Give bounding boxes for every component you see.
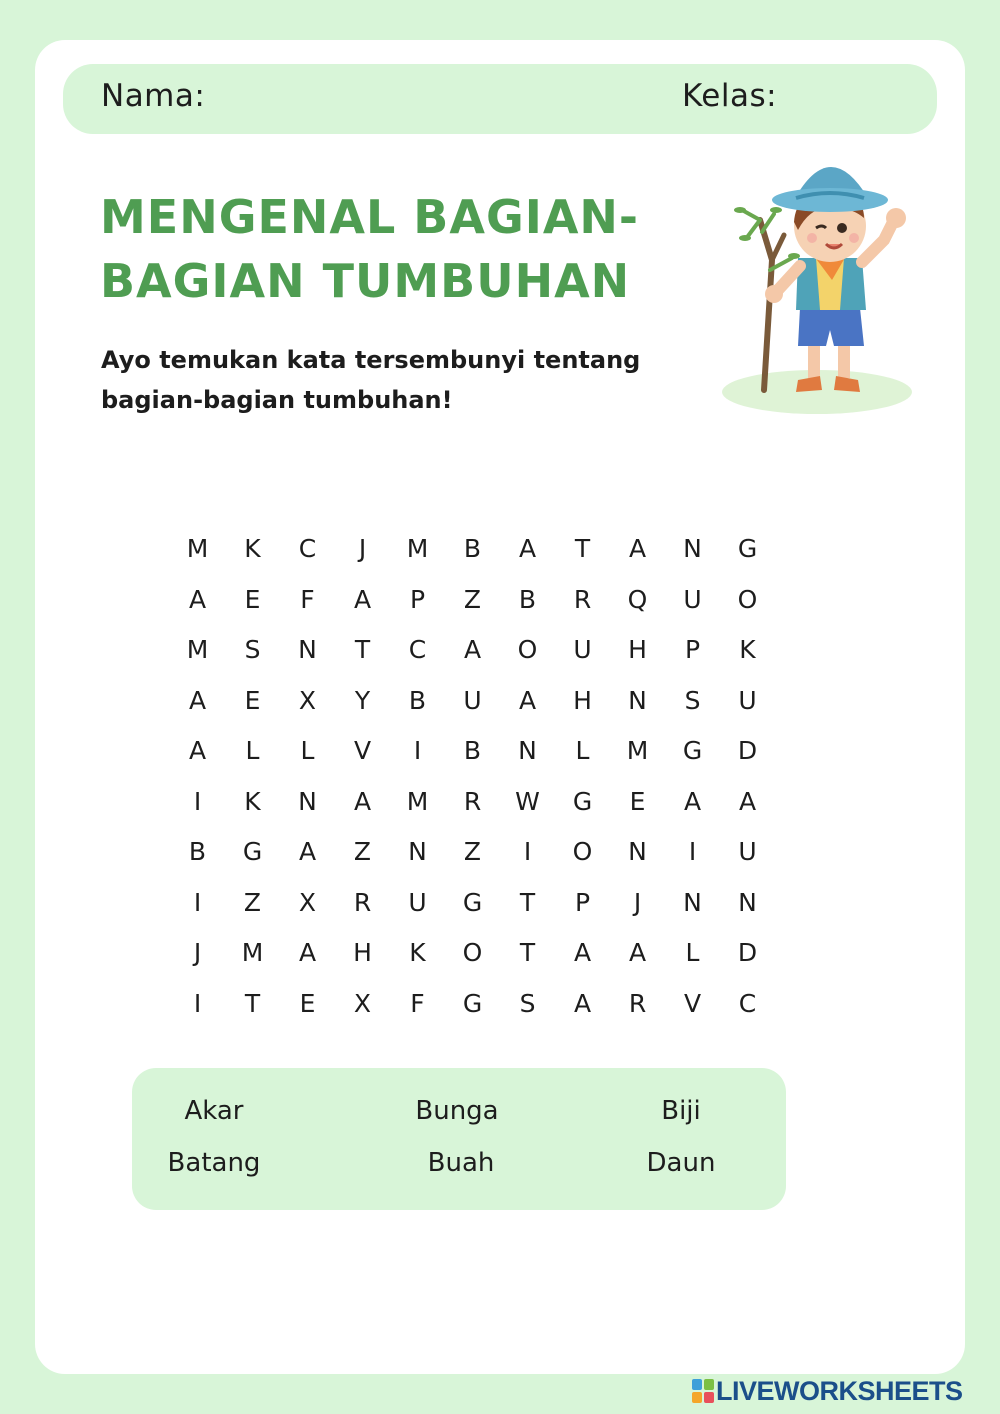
grid-letter[interactable]: A [298, 938, 317, 967]
grid-letter[interactable]: I [193, 887, 202, 917]
boy-explorer-illustration [712, 140, 927, 425]
grid-letter[interactable]: J [633, 887, 642, 917]
grid-letter[interactable]: T [354, 635, 371, 664]
grid-letter[interactable]: G [737, 534, 758, 563]
grid-letter[interactable]: B [463, 736, 482, 765]
grid-letter[interactable]: Y [354, 685, 371, 715]
grid-letter[interactable]: U [738, 837, 757, 866]
grid-letter[interactable]: V [353, 736, 372, 765]
grid-letter[interactable]: A [628, 938, 647, 967]
grid-letter[interactable]: N [518, 736, 537, 765]
grid-letter[interactable]: C [408, 635, 427, 664]
grid-letter[interactable]: I [688, 837, 697, 866]
grid-letter[interactable]: Q [627, 584, 648, 614]
instruction-line-1: Ayo temukan kata tersembunyi tentang [101, 346, 641, 374]
grid-letter[interactable]: O [737, 584, 758, 614]
grid-letter[interactable]: N [628, 837, 647, 866]
grid-letter[interactable]: B [408, 685, 427, 715]
grid-letter[interactable]: D [737, 736, 758, 765]
word-item: Bunga [415, 1096, 499, 1126]
word-list-box [132, 1068, 786, 1210]
grid-letter[interactable]: M [626, 736, 649, 765]
grid-letter[interactable]: N [628, 685, 647, 715]
grid-letter[interactable]: A [518, 534, 537, 563]
grid-letter[interactable]: A [683, 786, 702, 816]
grid-letter[interactable]: A [188, 736, 207, 765]
grid-letter[interactable]: I [193, 988, 202, 1018]
grid-letter[interactable]: T [244, 988, 261, 1018]
grid-letter[interactable]: R [353, 887, 372, 917]
grid-letter[interactable]: R [463, 786, 482, 816]
grid-letter[interactable]: U [573, 635, 592, 664]
grid-letter[interactable]: B [463, 534, 482, 563]
grid-letter[interactable]: X [298, 887, 317, 917]
grid-letter[interactable]: G [462, 887, 483, 917]
grid-letter[interactable]: P [409, 584, 426, 614]
liveworksheets-watermark [692, 1376, 992, 1406]
grid-letter[interactable]: C [298, 534, 317, 563]
grid-letter[interactable]: A [188, 584, 207, 614]
grid-letter[interactable]: A [353, 584, 372, 614]
grid-letter[interactable]: A [353, 786, 372, 816]
grid-letter[interactable]: T [519, 938, 536, 967]
grid-letter[interactable]: G [242, 837, 263, 866]
instruction-line-2: bagian-bagian tumbuhan! [101, 386, 453, 414]
grid-letter[interactable]: M [406, 534, 429, 563]
grid-letter[interactable]: N [408, 837, 427, 866]
title-line-2: BAGIAN TUMBUHAN [100, 254, 631, 308]
grid-letter[interactable]: T [574, 534, 591, 563]
grid-letter[interactable]: Z [243, 887, 262, 917]
grid-letter[interactable]: S [519, 988, 536, 1018]
word-item: Batang [167, 1148, 261, 1178]
grid-letter[interactable]: B [518, 584, 537, 614]
grid-letter[interactable]: M [241, 938, 264, 967]
grid-letter[interactable]: A [738, 786, 757, 816]
grid-letter[interactable]: A [628, 534, 647, 563]
grid-letter[interactable]: U [738, 685, 757, 715]
grid-letter[interactable]: X [298, 685, 317, 715]
grid-letter[interactable]: H [573, 685, 592, 715]
grid-letter[interactable]: E [244, 584, 261, 614]
grid-letter[interactable]: G [682, 736, 703, 765]
grid-letter[interactable]: A [518, 685, 537, 715]
grid-letter[interactable]: E [629, 786, 646, 816]
grid-letter[interactable]: G [462, 988, 483, 1018]
grid-letter[interactable]: F [410, 988, 425, 1018]
grid-letter[interactable]: O [462, 938, 483, 967]
grid-letter[interactable]: E [244, 685, 261, 715]
grid-letter[interactable]: M [406, 786, 429, 816]
word-item: Daun [646, 1148, 716, 1178]
liveworksheets-logo-icon [692, 1379, 714, 1403]
page-title [100, 185, 700, 313]
grid-letter[interactable]: A [298, 837, 317, 866]
grid-letter[interactable]: K [244, 534, 261, 563]
grid-letter[interactable]: N [298, 786, 317, 816]
grid-letter[interactable]: L [245, 736, 260, 765]
class-label: Kelas: [682, 78, 778, 114]
grid-letter[interactable]: A [573, 988, 592, 1018]
grid-letter[interactable]: P [574, 887, 591, 917]
grid-letter[interactable]: I [523, 837, 532, 866]
grid-letter[interactable]: J [193, 938, 202, 967]
grid-letter[interactable]: M [186, 534, 209, 563]
grid-letter[interactable]: H [628, 635, 647, 664]
title-line-1: MENGENAL BAGIAN- [100, 190, 640, 244]
instruction-text [101, 340, 701, 420]
grid-letter[interactable]: A [188, 685, 207, 715]
grid-letter[interactable]: T [519, 887, 536, 917]
grid-letter[interactable]: F [300, 584, 315, 614]
word-item: Biji [661, 1096, 701, 1126]
grid-letter[interactable]: P [684, 635, 701, 664]
grid-letter[interactable]: A [573, 938, 592, 967]
grid-letter[interactable]: E [299, 988, 316, 1018]
grid-letter[interactable]: A [463, 635, 482, 664]
grid-letter[interactable]: U [408, 887, 427, 917]
grid-letter[interactable]: N [683, 887, 702, 917]
grid-letter[interactable]: K [244, 786, 261, 816]
grid-letter[interactable]: M [186, 635, 209, 664]
grid-letter[interactable]: L [575, 736, 590, 765]
grid-letter[interactable]: S [684, 685, 701, 715]
grid-letter[interactable]: K [409, 938, 426, 967]
grid-letter[interactable]: N [683, 534, 702, 563]
watermark-text: LIVEWORKSHEETS [716, 1376, 963, 1406]
grid-letter[interactable]: I [193, 786, 202, 816]
grid-letter[interactable]: C [738, 988, 757, 1018]
grid-letter[interactable]: U [463, 685, 482, 715]
grid-letter[interactable]: O [517, 635, 538, 664]
grid-letter[interactable]: B [188, 837, 207, 866]
grid-letter[interactable]: G [572, 786, 593, 816]
grid-letter[interactable]: X [353, 988, 372, 1018]
grid-letter[interactable]: D [737, 938, 758, 967]
grid-letter[interactable]: V [683, 988, 702, 1018]
grid-letter[interactable]: H [353, 938, 372, 967]
grid-letter[interactable]: Z [463, 837, 482, 866]
grid-letter[interactable]: Z [463, 584, 482, 614]
grid-letter[interactable]: J [358, 534, 367, 563]
grid-letter[interactable]: I [413, 736, 422, 765]
name-label: Nama: [101, 78, 206, 114]
grid-letter[interactable]: S [244, 635, 261, 664]
word-item: Akar [184, 1096, 244, 1126]
grid-letter[interactable]: N [738, 887, 757, 917]
grid-letter[interactable]: R [573, 584, 592, 614]
grid-letter[interactable]: L [300, 736, 315, 765]
grid-letter[interactable]: U [683, 584, 702, 614]
grid-letter[interactable]: O [572, 837, 593, 866]
grid-letter[interactable]: L [685, 938, 700, 967]
grid-letter[interactable]: N [298, 635, 317, 664]
grid-letter[interactable]: K [739, 635, 756, 664]
word-item: Buah [427, 1148, 495, 1178]
grid-letter[interactable]: W [515, 786, 540, 816]
grid-letter[interactable]: R [628, 988, 647, 1018]
grid-letter[interactable]: Z [353, 837, 372, 866]
word-search-grid [170, 524, 775, 1029]
